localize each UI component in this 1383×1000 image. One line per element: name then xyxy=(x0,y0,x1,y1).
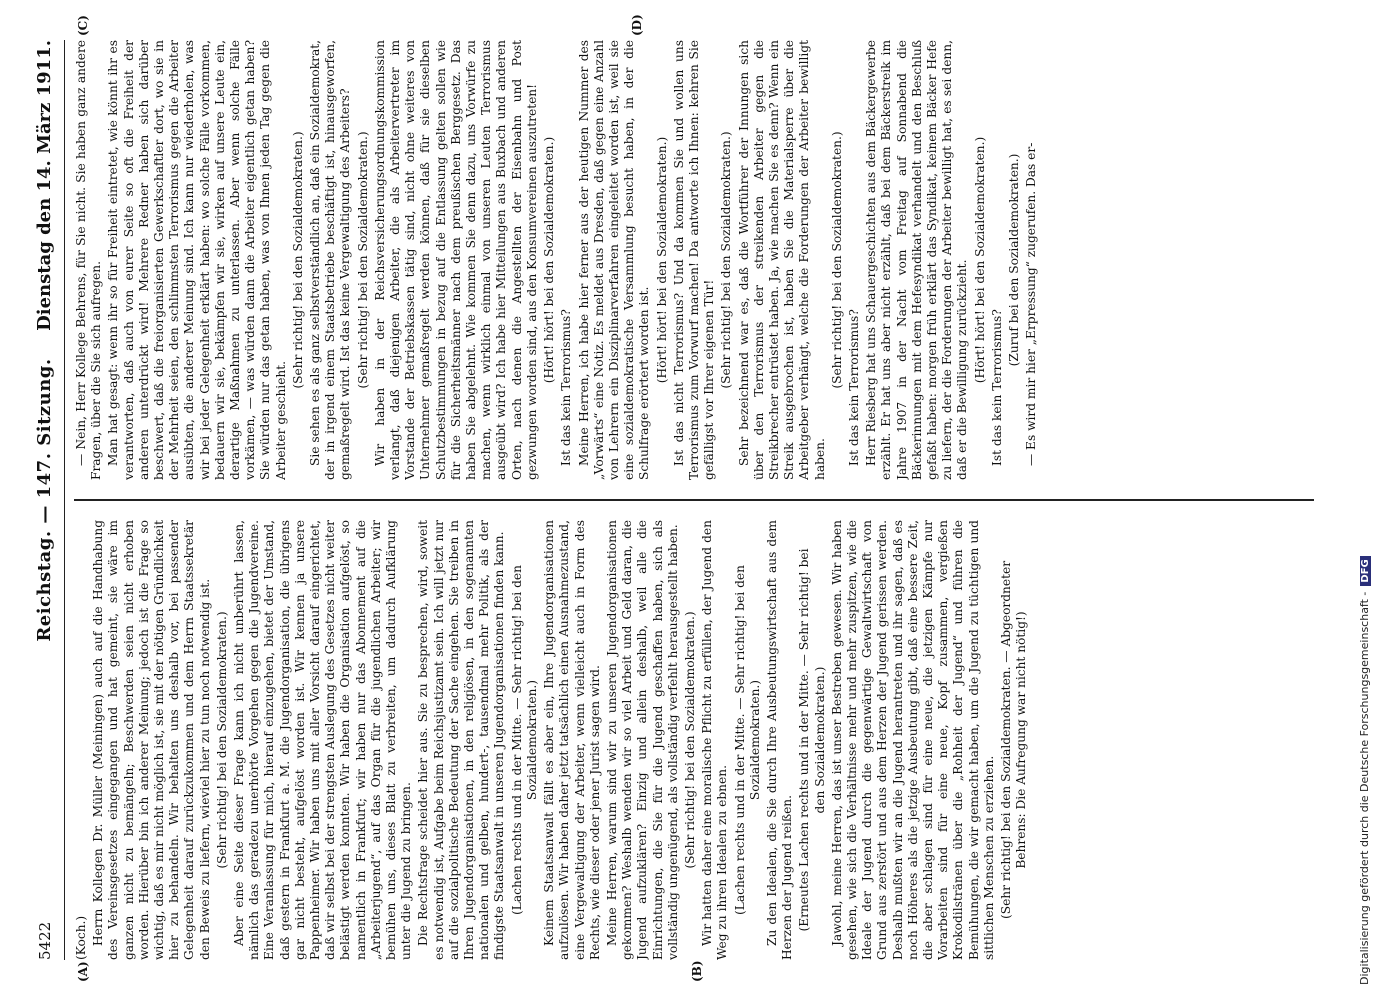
paragraph: Sie sehen es als ganz selbstverständlich an, daß ein Sozialdemokrat, der in irgend einem Staatsbetriebe beschäftigt ist, hinausgeworfen, gemaßregelt wird. Ist das keine Vergewaltigung des Arbeiters? xyxy=(308,40,353,480)
interjection: (Sehr richtig! bei den Sozialdemokraten.) xyxy=(290,131,305,389)
paragraph: Jawohl, meine Herren, das ist unser Bestreben gewesen. Wir haben gesehen, wie sich die Verhältnisse mehr und mehr zuspitzen, wie die Ideale der Jugend durch die gegenwärtige Gewaltwirtschaft von Grund aus zerstört und aus dem Herzen der Jugend gerissen werden. Deshalb mußten wir an die Jugend herantreten und ihr sagen, daß es noch Höheres als die jetzige Ausbeutung gibt, daß eine bessere Zeit, die aber schlagen sind für eine neue, die jetzigen Kämpfe nur Vorarbeiten sind für eine neue, Kopf zusammen, vergießen Krokodilstränen über die „Rohheit der Jugend“ und führen die Bemühungen, die wir gemacht haben, um die Jugend zu tüchtigen und sittlichen Menschen zu erziehen. xyxy=(829,520,996,960)
paragraph: Wir haben in der Reichsversicherungsordnungskommission verlangt, daß diejenigen Arbeiter, die als Arbeitervertreter im Vorstande der Betriebskassen tätig sind, nicht ohne weiteres von Unternehmer gemaßregelt werden können, daß für sie dieselben Schutzbestimmungen in bezug auf die Entlassung gelten sollen wie für die Sicherheitsmänner nach dem preußischen Berggesetz. Das haben Sie abgelehnt. Wie kommen Sie denn dazu, uns Vorwürfe zu machen, wenn wirklich einmal von unseren Leuten Terrorismus ausgeübt wird? Ich habe hier Mitteilungen aus Buxbach und anderen Orten, nach denen die Angestellten der Eisenbahn und Post gezwungen worden sind, aus den Konsumvereinen auszutreten! xyxy=(372,40,539,480)
paragraph: Die Rechtsfrage scheidet hier aus. Sie zu besprechen, wird, soweit es notwendig ist, Aufgabe beim Reichsjustizamt sein. Ich will jetzt nur auf die sozialpolitische Bedeutung der Sache eingehen. Sie treiben in Ihren Jugendorganisationen, in den religiösen, in den sogenannten nationalen und gelben, hundert-, tausendmal mehr Politik, als der findigste Staatsanwalt in unseren Jugendorganisationen finden kann. xyxy=(416,520,507,960)
paragraph: Herrn Kollegen Dr. Müller (Meiningen) auch auf die Handhabung des Vereinsgesetzes eingegangen und hat gemeint, sie wäre im ganzen nicht zu bemängeln; Beschwerden seien nicht erhoben worden. Hierüber bin ich anderer Meinung; jedoch ist die Frage so wichtig, daß es mir nicht möglich ist, sie mit der nötigen Gründlichkeit hier zu behandeln. Wir behalten uns deshalb vor, bei passender Gelegenheit darauf zurückzukommen und dem Herrn Staatssekretär den Beweis zu liefern, wieviel hier zu tun noch notwendig ist. xyxy=(91,520,212,960)
paragraph: — Es wird mir hier „Erpressung“ zugerufen. Das er- xyxy=(1024,142,1039,466)
digitization-credit xyxy=(1358,0,1371,985)
interjection: (Sehr richtig! bei den Sozialdemokraten.) xyxy=(682,611,697,869)
interjection: (Zuruf bei den Sozialdemokraten.) xyxy=(1006,153,1021,367)
interjection: (Sehr richtig! bei den Sozialdemokraten.) xyxy=(355,131,370,389)
credit-text: Digitalisierung gefördert durch die Deutsche Forschungsgemeinschaft - xyxy=(1358,591,1371,985)
column-divider xyxy=(74,500,1314,502)
margin-marker-c: (C) xyxy=(76,15,90,36)
paragraph: Ist das kein Terrorismus? xyxy=(559,309,574,466)
newspaper-page xyxy=(30,14,1330,982)
interjection: (Sehr richtig! bei den Sozialdemokraten.) xyxy=(719,131,734,389)
paragraph: Ist das nicht Terrorismus? Und da kommen Sie und wollen uns Terrorismus zum Vorwurf machen! Da antworte ich Ihnen: kehren Sie gefälligst vor Ihrer eigenen Tür! xyxy=(671,40,717,480)
interjection: (Erneutes Lachen rechts und in der Mitte. — Sehr richtig! bei den Sozialdemokraten.) xyxy=(797,548,827,932)
interjection: (Sehr richtig! bei den Sozialdemokraten.) xyxy=(829,131,844,389)
margin-marker-d: (D) xyxy=(630,14,644,36)
paragraph: Keinem Staatsanwalt fällt es aber ein, Ihre Jugendorganisationen aufzulösen. Wir haben daher jetzt tatsächlich einen Ausnahmezustand, eine Vergewaltigung der Arbeiter, wenn vielleicht auch in Form des Rechts, wie dieser oder jener Jurist sagen wird. xyxy=(542,520,602,960)
paragraph: Man hat gesagt: wenn ihr so für Freiheit eintretet, wie könnt ihr es verantworten, daß auch von eurer Seite so oft die Freiheit der anderen unterdrückt wird! Mehrere Redner haben sich darüber beschwert, daß die freiorganisierten Gewerkschaftler dort, wo sie in der Mehrheit seien, den schlimmsten Terrorismus gegen die Arbeiter ausübten, die anderer Meinung sind. Ich kann nur wiederholen, was wir bei jeder Gelegenheit erklärt haben: wo solche Fälle vorkommen, bedauern wir sie, bekämpfen wir sie, wirken auf unsere Leute ein, derartige Maßnahmen zu unterlassen. Aber wenn solche Fälle vorkämen, — was würden dann die Arbeiter eigentlich getan haben? Sie würden nur das getan haben, was von Ihnen jeden Tag gegen die Arbeiter geschieht. xyxy=(106,40,288,480)
page-number: 5422 xyxy=(36,921,54,960)
right-text-column xyxy=(74,40,1314,480)
interjection: (Hört! hört! bei den Sozialdemokraten.) xyxy=(542,136,557,384)
session-date: Dienstag den 14. März 1911. xyxy=(34,40,55,331)
page-header xyxy=(30,40,65,960)
paragraph: — Nein, Herr Kollege Behrens, für Sie nicht. Sie haben ganz andere Fragen, über die Sie sich aufregen. xyxy=(74,40,104,480)
margin-marker-b: (B) xyxy=(690,960,704,982)
paragraph: Wir hatten daher eine moralische Pflicht zu erfüllen, der Jugend den Weg zu ihren Idealen zu ebnen. xyxy=(700,520,730,960)
margin-marker-a: (A) xyxy=(76,961,90,982)
left-text-column xyxy=(74,520,1314,960)
interjection: (Hört! hört! bei den Sozialdemokraten.) xyxy=(654,136,669,384)
paragraph: Ist das kein Terrorismus? xyxy=(846,309,861,466)
interjection: (Hört! hört! bei den Sozialdemokraten.) xyxy=(972,136,987,384)
paragraph: Zu den Idealen, die Sie durch Ihre Ausbeutungswirtschaft aus dem Herzen der Jugend reißen. xyxy=(764,520,795,960)
interjection: (Lachen rechts und in der Mitte. — Sehr richtig! bei den Sozialdemokraten.) xyxy=(732,565,762,915)
dfg-logo: DFG xyxy=(1360,556,1371,585)
paragraph: Meine Herren, warum sind wir zu unseren Jugendorganisationen gekommen? Weshalb wenden wir so viel Arbeit und Geld daran, die Jugend aufzuklären? Einzig und allein deshalb, weil alle die Einrichtungen, die Sie für die Jugend geschaffen haben, sich als vollständig ungenügend, als vollständig verfehlt herausgestellt haben. xyxy=(604,520,680,960)
interjection: (Sehr richtig! bei den Sozialdemokraten. — Abgeordneter Behrens: Die Aufregung war nicht nötig!) xyxy=(998,560,1029,920)
paragraph: (Koch.) xyxy=(74,915,88,960)
interjection: (Lachen rechts und in der Mitte. — Sehr richtig! bei den Sozialdemokraten.) xyxy=(509,565,539,915)
paragraph: Ist das kein Terrorismus? xyxy=(989,309,1004,466)
paragraph: Aber eine Seite dieser Frage kann ich nicht unberührt lassen, nämlich das geradezu unerhörte Vorgehen gegen die Jugendvereine. Eine Veranlassung für mich, hierauf einzugehen, bietet der Umstand, daß gestern in Frankfurt a. M. die Jugendorganisation, die übrigens gar nicht besteht, aufgelöst worden ist. Wir kennen ja unsere Pappenheimer. Wir haben uns mit aller Vorsicht darauf eingerichtet, daß wir selbst bei der strengsten Auslegung des Gesetzes nicht weiter belästigt werden konnten. Wir haben die Organisation aufgelöst, so namentlich in Frankfurt; wir haben nur das Abonnement auf die „Arbeiterjugend“, auf das Organ für die jugendlichen Arbeiter; wir bemühen uns, dieses Blatt zu verbreiten, um dadurch Aufklärung unter die Jugend zu bringen. xyxy=(232,520,414,960)
paragraph: Meine Herren, ich habe hier ferner aus der heutigen Nummer des „Vorwärts“ eine Notiz. Es meldet aus Dresden, daß gegen eine Anzahl von Lehrern ein Disziplinarverfahren eingeleitet worden ist, weil sie eine sozialdemokratische Versammlung besucht haben, in der die Schulfrage erörtert worden ist. xyxy=(576,40,652,480)
paragraph: Herr Riesberg hat uns Schauergeschichten aus dem Bäckergewerbe erzählt. Er hat uns aber nicht erzählt, daß bei dem Bäckerstreik im Jahre 1907 in der Nacht vom Freitag auf Sonnabend die Bäckerinnungen mit dem Hefesyndikat verhandelt und den Beschluß gefaßt haben: morgen früh erklärt das Syndikat, keinem Bäcker Hefe zu liefern, der die Forderungen der Arbeiter bewilligt hat, es sei denn, daß er die Bewilligung zurückzieht. xyxy=(864,40,970,480)
session-title: Reichstag. — 147. Sitzung. xyxy=(34,358,55,642)
interjection: (Sehr richtig! bei den Sozialdemokraten.) xyxy=(214,611,229,869)
paragraph: Sehr bezeichnend war es, daß die Wortführer der Innungen sich über den Terrorismus der streikenden Arbeiter gegen die Streikbrecher entrüstet haben. Ja, wie machen Sie es denn? Wenn ein Streik ausgebrochen ist, haben Sie die Materialsperre über die Arbeitgeber verhängt, welche die Forderungen der Arbeiter bewilligt haben. xyxy=(736,40,827,480)
